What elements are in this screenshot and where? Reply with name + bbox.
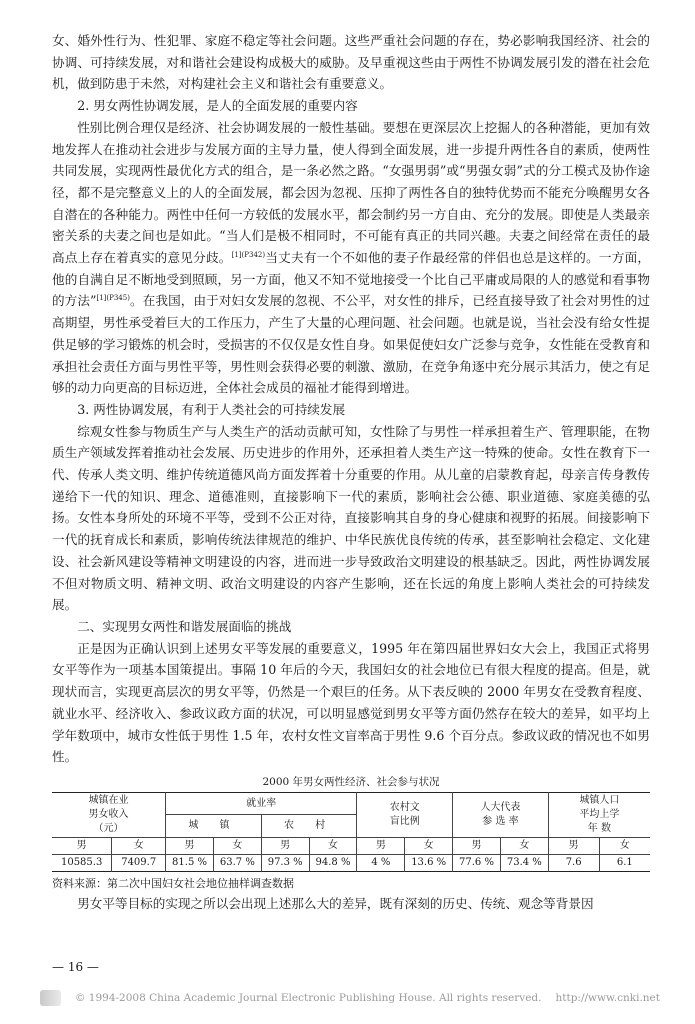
gender-label: 女 [112,837,166,854]
header-npc: 人大代表 参 选 率 [453,792,549,837]
table-row [52,837,650,854]
gender-label: 男 [453,837,501,854]
table-cell: 63.7 % [213,854,261,871]
table-cell: 13.6 % [405,854,453,871]
header-rural: 农 村 [261,815,357,838]
table-cell: 10585.3 [52,854,112,871]
header-employment: 就业率 [166,792,357,815]
table-cell: 4 % [357,854,405,871]
paragraph-after-table: 男女平等目标的实现之所以会出现上述那么大的差异，既有深刻的历史、传统、观念等背景因 [77,895,594,911]
table-cell: 7409.7 [112,854,166,871]
gender-label: 女 [309,837,357,854]
gender-label: 男 [261,837,309,854]
gender-label: 女 [500,837,548,854]
table-cell: 94.8 % [309,854,357,871]
section-heading-3: 3. 两性协调发展，有利于人类社会的可持续发展 [77,401,346,417]
header-income: 城镇在业 男女收入 （元） [52,792,166,837]
header-schooling: 城镇人口 平均上学 年 数 [548,792,650,837]
citation: [1](P345) [96,294,130,303]
stats-table [52,792,650,872]
gender-label: 女 [599,837,650,854]
paragraph-text: 。在我国，由于对妇女发展的忽视、不公平，对女性的排斥，已经直接导致了社会对男性的过高期望，男性承受着巨大的工作压力，产生了大量的心理问题、社会问题。也就是说，当社会没有给女性提供足够的学习锻炼的机会时，受损害的不仅仅是女性自身。如果促使妇女广泛参与竞争，女性能在受教育和承担社会责任方面与男性平等，男性则会获得必要的刺激、激励，在竞争角逐中充分展示其活力，使之有足够的动力向更高的目标迈进，全体社会成员的福祉才能得到增进。 [52,293,650,396]
table-cell: 97.3 % [261,854,309,871]
copyright-text: © 1994-2008 China Academic Journal Electronic Publishing House. All rights reserved. [74,992,542,1004]
gender-label: 男 [166,837,214,854]
table-source: 资料来源：第二次中国妇女社会地位抽样调查数据 [52,876,294,890]
paragraph-intro: 女、婚外性行为、性犯罪、家庭不稳定等社会问题。这些严重社会问题的存在，势必影响我国经济、社会的协调、可持续发展，对和谐社会建设构成极大的威胁。及早重视这些由于两性不协调发展引发的潜在社会危机，做到防患于未然，对构建社会主义和谐社会有重要意义。 [52,33,650,92]
gender-label: 女 [405,837,453,854]
gender-label: 男 [52,837,112,854]
publisher-logo-icon [40,990,61,1006]
table-cell: 77.6 % [453,854,501,871]
table-cell: 73.4 % [500,854,548,871]
paragraph-section-3: 综观女性参与物质生产与人类生产的活动贡献可知，女性除了与男性一样承担着生产、管理职能，在物质生产领域发挥着推动社会发展、历史进步的作用外，还承担着人类生产这一特殊的使命。女性在教育下一代、传承人类文明、维护传统道德风尚方面发挥着十分重要的作用。从儿童的启蒙教育起，母亲言传身教传递给下一代的知识、理念、道德准则，直接影响下一代的素质，影响社会公德、职业道德、家庭美德的弘扬。女性本身所处的环境不平等，受到不公正对待，直接影响其自身的身心健康和视野的拓展。间接影响下一代的抚育成长和素质，影响传统法律规范的维护、中华民族优良传统的传承，甚至影响社会稳定、文化建设、社会新风建设等精神文明建设的内容，进而进一步导致政治文明建设的根基缺乏。因此，两性协调发展不但对物质文明、精神文明、政治文明建设的内容产生影响，还在长远的角度上影响人类社会的可持续发展。 [52,423,650,613]
article-page [52,30,650,915]
paragraph-text: 性别比例合理仅是经济、社会协调发展的一般性基础。要想在更深层次上挖掘人的各种潜能，更加有效地发挥人在推动社会进步与发展方面的主导力量，使人得到全面发展，进一步提升两性各自的素质，使两性共同发展，实现两性最优化方式的组合，是一条必然之路。“女强男弱”或“男强女弱”式的分工模式及协作途径，都不是完整意义上的人的全面发展，都会因为忽视、压抑了两性各自的独特优势而不能充分唤醒男女各自潜在的各种能力。两性中任何一方较低的发展水平，都会制约另一方自由、充分的发展。即使是人类最亲密关系的夫妻之间也是如此。“当人们是极不相同时，不可能有真正的共同兴趣。夫妻之间经常在责任的最高点上存在着真实的意见分歧。 [52,119,650,266]
header-urban: 城 镇 [166,815,262,838]
paragraph-text: 当丈夫有一个不如他的妻子作最经常的伴侣也总是这样的。一方面，他的自满自足不断地受到照顾，另一方面，他又不知不觉地接受一个比自己平庸或局限的人的感觉和看事物的方法” [52,250,651,309]
table-caption: 2000 年男女两性经济、社会参与状况 [262,775,440,788]
table-cell: 81.5 % [166,854,214,871]
chapter-heading-2: 二、实现男女两性和谐发展面临的挑战 [77,618,292,634]
copyright-footer [40,990,660,1006]
citation: [1](P342) [231,250,266,259]
table-row [52,854,650,871]
section-heading-2: 2. 男女两性协调发展，是人的全面发展的重要内容 [77,98,358,114]
page-number: — 16 — [52,960,99,974]
header-illiteracy: 农村文 盲比例 [357,792,453,837]
gender-label: 女 [213,837,261,854]
footer-link[interactable]: http://www.cnki.net [555,992,660,1004]
paragraph-section-2 [52,117,650,399]
gender-label: 男 [357,837,405,854]
paragraph-challenges: 正是因为正确认识到上述男女平等发展的重要意义，1995 年在第四届世界妇女大会上，我国正式将男女平等作为一项基本国策提出。事隔 10 年后的今天，我国妇女的社会地位已有很大程度的提高。但是，就现状而言，实现更高层次的男女平等，仍然是一个艰巨的任务。从下表反映的 2000 年男女在受教育程度、就业水平、经济收入、参政议政方面的状况，可以明显感觉到男女平等方面仍然存在较大的差异，如平均上学年数项中，城市女性低于男性 1.5 年，农村女性文盲率高于男性 9.6 个百分点。参政议政的情况也不如男性。 [52,640,650,765]
table-cell: 6.1 [599,854,650,871]
table-cell: 7.6 [548,854,599,871]
gender-label: 男 [548,837,599,854]
